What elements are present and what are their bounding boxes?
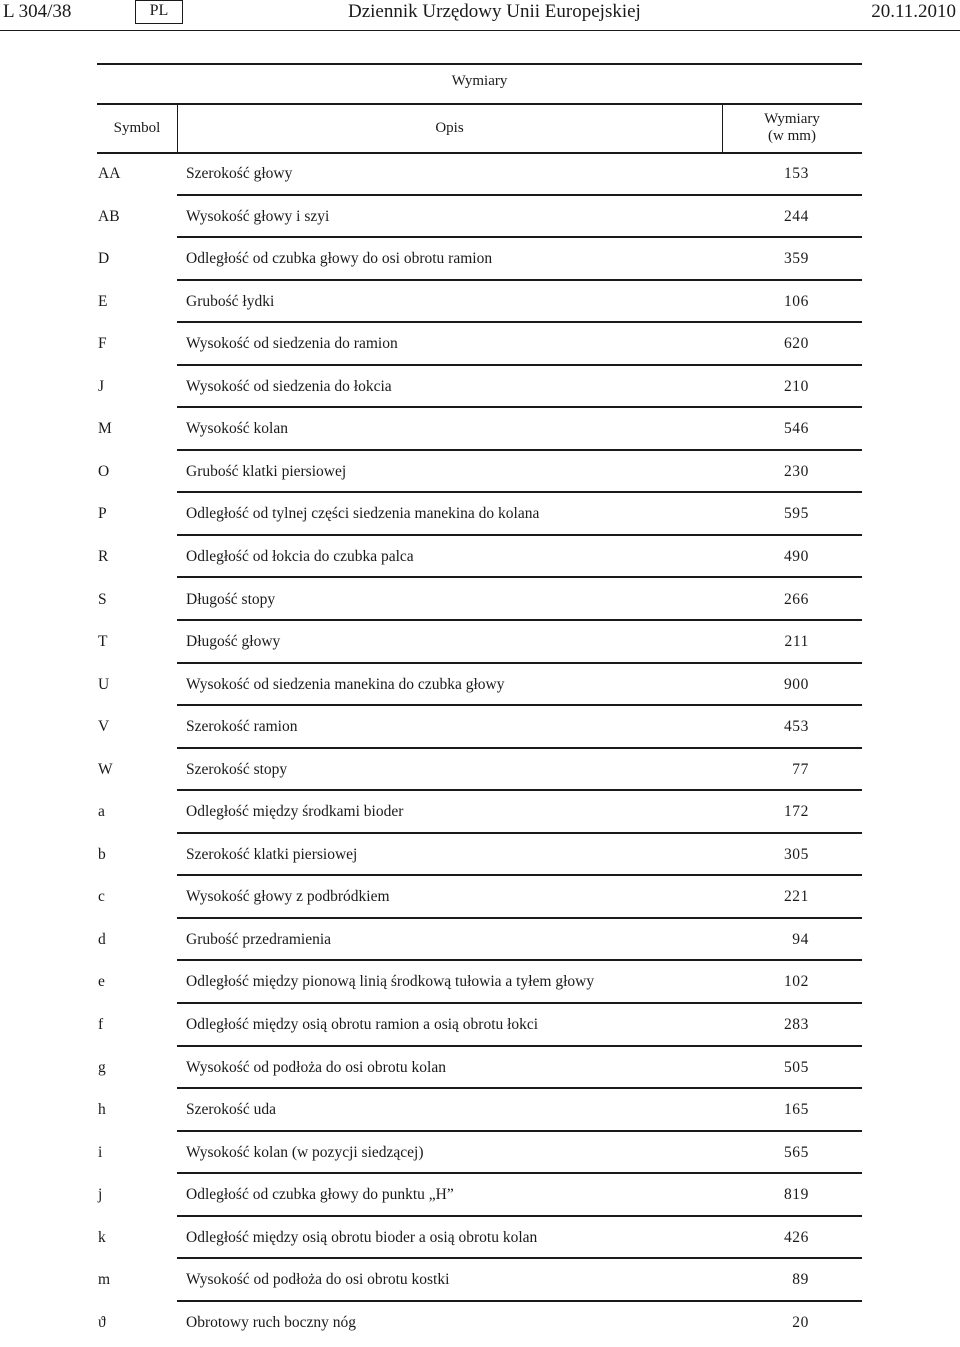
row-symbol: D [98,250,110,268]
table-row [97,1004,862,1047]
row-symbol: i [98,1143,103,1161]
row-value: 94 [792,930,809,948]
row-symbol: T [98,633,108,651]
header-separator-left [177,103,178,153]
row-description: Odległość między pionową linią środkową tułowia a tyłem głowy [186,973,595,991]
row-description: Szerokość ramion [186,718,298,736]
table-row [97,238,862,281]
row-description: Grubość łydki [186,292,275,310]
row-symbol: d [98,930,106,948]
row-value: 819 [783,1186,809,1204]
table-row [97,621,862,664]
table-row [97,1089,862,1132]
row-value: 266 [783,590,809,608]
row-description: Odległość od łokcia do czubka palca [186,547,414,565]
caption-rule [97,103,862,105]
row-symbol: P [98,505,107,523]
row-symbol: AA [98,165,121,182]
row-value: 211 [784,633,809,651]
table-row [97,961,862,1004]
table-row [97,706,862,749]
row-symbol: J [98,377,105,395]
row-value: 221 [783,888,809,906]
table-row [97,536,862,579]
table-row [97,1217,862,1260]
row-symbol: U [98,675,110,693]
table-row [97,1132,862,1175]
row-value: 106 [783,292,809,310]
row-symbol: M [98,420,112,438]
publication-date: 20.11.2010 [871,1,956,22]
table-row [97,919,862,962]
row-description: Obrotowy ruch boczny nóg [186,1313,357,1331]
table-row [97,366,862,409]
row-value: 244 [783,207,809,225]
page-header [0,0,960,28]
row-symbol: g [98,1058,106,1076]
table-top-rule [97,63,862,65]
row-description: Wysokość głowy z podbródkiem [186,888,390,906]
row-description: Wysokość od siedzenia manekina do czubka głowy [186,675,505,693]
page-reference: L 304/38 [3,1,72,22]
row-symbol: j [98,1186,103,1204]
row-description: Szerokość klatki piersiowej [186,845,358,863]
table-row [97,153,862,196]
table-row [97,834,862,877]
row-description: Wysokość od podłoża do osi obrotu kolan [186,1058,446,1076]
row-value: 565 [783,1143,809,1161]
row-symbol: m [98,1271,111,1289]
row-description: Odległość od tylnej części siedzenia manekina do kolana [186,505,540,523]
row-symbol: V [98,718,110,736]
row-value: 595 [783,505,809,523]
row-description: Wysokość od siedzenia do łokcia [186,377,392,395]
row-symbol: k [98,1228,106,1246]
column-header-value-line2: (w mm) [768,128,816,144]
row-value: 453 [783,718,809,736]
row-value: 153 [783,165,809,182]
row-value: 77 [792,760,809,778]
row-description: Odległość między środkami bioder [186,803,404,821]
row-description: Odległość między osią obrotu bioder a osią obrotu kolan [186,1228,538,1246]
table-caption: Wymiary [451,73,508,89]
row-value: 210 [783,377,809,395]
row-value: 900 [783,675,809,693]
row-value: 89 [792,1271,809,1289]
row-value: 305 [783,845,809,863]
table-row [97,323,862,366]
row-symbol: e [98,973,105,991]
header-separator-right [722,103,723,153]
row-description: Szerokość uda [186,1101,276,1119]
row-description: Wysokość od siedzenia do ramion [186,335,398,353]
row-description: Odległość od czubka głowy do punktu „H” [186,1186,454,1204]
row-description: Grubość przedramienia [186,930,332,948]
table-row [97,281,862,324]
row-value: 102 [783,973,809,991]
row-value: 172 [783,803,809,821]
table-row [97,1259,862,1302]
row-symbol: h [98,1101,106,1119]
row-symbol: f [98,1016,104,1033]
row-symbol: R [98,547,109,565]
table-row [97,408,862,451]
row-description: Wysokość głowy i szyi [186,207,330,225]
table-row [97,1047,862,1090]
row-description: Odległość między osią obrotu ramion a osią obrotu łokci [186,1016,539,1033]
row-symbol: ϑ [98,1313,106,1331]
row-value: 546 [783,420,809,438]
row-description: Odległość od czubka głowy do osi obrotu ramion [186,250,493,268]
row-symbol: F [98,335,107,353]
column-header-description: Opis [435,120,464,136]
row-symbol: b [98,845,106,863]
row-description: Wysokość kolan [186,420,288,438]
table-row [97,579,862,622]
column-header-value [722,111,862,145]
row-symbol: c [98,888,105,906]
row-value: 230 [783,462,809,480]
row-symbol: AB [98,207,120,225]
row-symbol: O [98,462,110,480]
row-value: 165 [783,1101,809,1119]
column-header-symbol: Symbol [113,120,161,136]
table-row [97,876,862,919]
row-description: Grubość klatki piersiowej [186,462,347,480]
row-value: 490 [783,547,809,565]
table-row [97,1174,862,1217]
row-symbol: W [98,760,113,778]
table-row [97,749,862,792]
table-row [97,196,862,239]
column-header-value-line1: Wymiary [764,111,820,127]
row-symbol: S [98,590,107,608]
row-value: 359 [783,250,809,268]
row-value: 505 [783,1058,809,1076]
row-description: Wysokość od podłoża do osi obrotu kostki [186,1271,450,1289]
table-row [97,791,862,834]
row-symbol: a [98,803,105,821]
table-row [97,451,862,494]
row-description: Szerokość głowy [186,165,293,182]
row-description: Długość stopy [186,590,276,608]
row-value: 20 [792,1313,809,1331]
row-symbol: E [98,292,108,310]
row-description: Wysokość kolan (w pozycji siedzącej) [186,1143,424,1161]
table-row [97,493,862,536]
header-rule [0,30,960,31]
journal-title: Dziennik Urzędowy Unii Europejskiej [348,1,641,22]
language-badge: PL [135,0,183,24]
row-value: 283 [783,1016,809,1033]
row-description: Długość głowy [186,633,281,651]
row-value: 426 [783,1228,809,1246]
row-description: Szerokość stopy [186,760,288,778]
table-row [97,1302,862,1345]
row-value: 620 [783,335,809,353]
table-row [97,664,862,707]
